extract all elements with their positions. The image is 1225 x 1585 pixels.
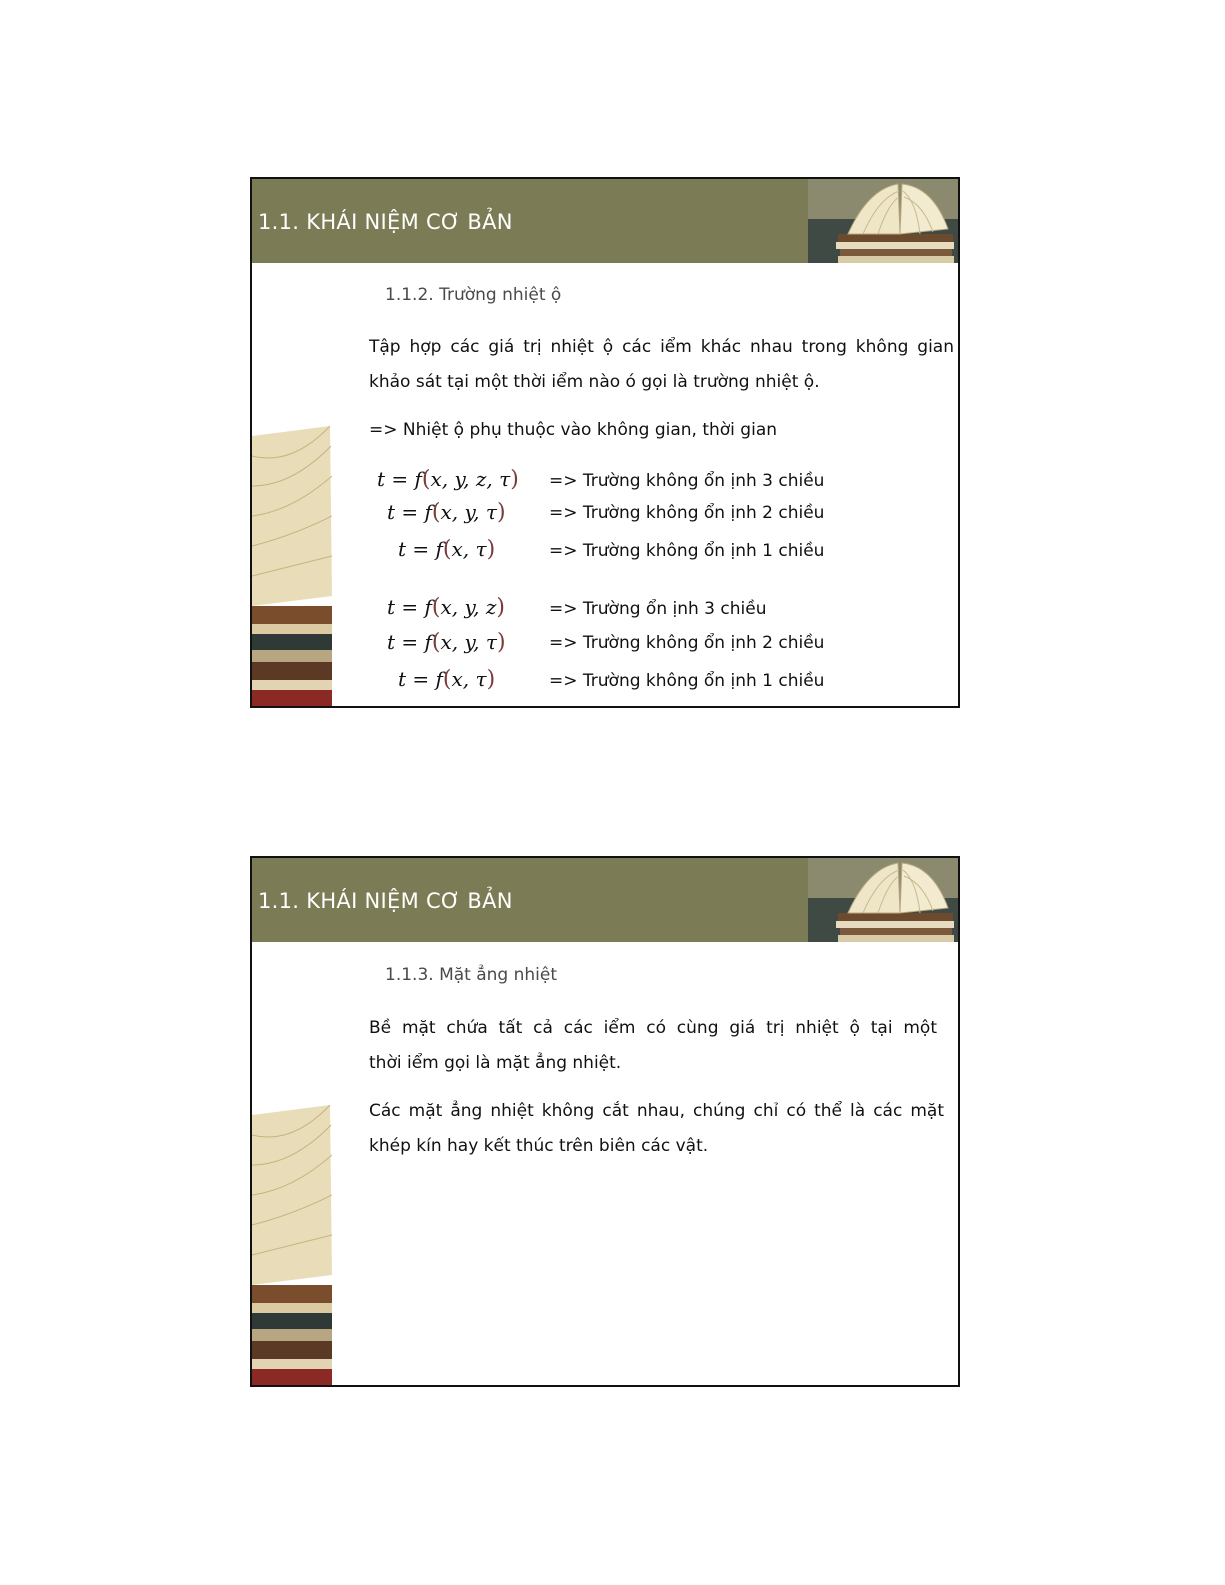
formula-row: t = f(x, y, z, τ) xyxy=(377,467,519,492)
slide-header xyxy=(252,858,958,942)
formula-row: t = f(x, τ) xyxy=(398,667,496,692)
formula-lhs: t = f xyxy=(387,595,432,619)
formula-description: => Trường không ổn ịnh 3 chiều xyxy=(549,471,825,491)
slide-title: 1.1. KHÁI NIỆM CƠ BẢN xyxy=(258,210,513,234)
paragraph-definition-cont xyxy=(369,365,954,400)
formula-row: t = f(x, y, τ) xyxy=(387,630,506,655)
paragraph-definition xyxy=(369,330,954,365)
paragraph-line: thời iểm gọi là mặt ẳng nhiệt. xyxy=(369,1053,622,1073)
paragraph-line: Tập hợp các giá trị nhiệt ộ các iểm khác nhau trong không gian xyxy=(369,337,954,357)
formula-args: x, τ xyxy=(451,537,487,561)
formula-lhs: t = f xyxy=(387,630,432,654)
formula-args: x, τ xyxy=(451,667,487,691)
formula-args: x, y, z, τ xyxy=(430,467,511,491)
formula-description: => Trường không ổn ịnh 1 chiều xyxy=(549,541,825,561)
formula-row: t = f(x, y, z) xyxy=(387,595,505,620)
paragraph-line: khép kín hay kết thúc trên biên các vật. xyxy=(369,1136,709,1156)
slide-2 xyxy=(250,856,960,1387)
formula-row: t = f(x, y, τ) xyxy=(387,500,506,525)
formula-lhs: t = f xyxy=(398,537,443,561)
formula-args: x, y, τ xyxy=(440,630,497,654)
slide-title: 1.1. KHÁI NIỆM CƠ BẢN xyxy=(258,889,513,913)
formula-lhs: t = f xyxy=(377,467,422,491)
open-book-stack-icon xyxy=(808,858,958,942)
formula-description: => Trường không ổn ịnh 2 chiều xyxy=(549,633,825,653)
formula-description: => Trường ổn ịnh 3 chiều xyxy=(549,599,767,619)
paragraph-line: Bề mặt chứa tất cả các iểm có cùng giá trị nhiệt ộ tại một xyxy=(369,1018,937,1038)
formula-args: x, y, z xyxy=(440,595,497,619)
paragraph-line: Các mặt ẳng nhiệt không cắt nhau, chúng chỉ có thể là các mặt xyxy=(369,1101,944,1121)
paragraph-line: => Nhiệt ộ phụ thuộc vào không gian, thời gian xyxy=(369,420,778,440)
paragraph-definition xyxy=(369,1011,937,1046)
formula-lhs: t = f xyxy=(398,667,443,691)
section-subtitle: 1.1.3. Mặt ẳng nhiệt xyxy=(385,965,558,985)
formula-description: => Trường không ổn ịnh 1 chiều xyxy=(549,671,825,691)
paragraph-dependency xyxy=(369,413,954,448)
formula-description: => Trường không ổn ịnh 2 chiều xyxy=(549,503,825,523)
formula-row: t = f(x, τ) xyxy=(398,537,496,562)
book-pages-icon xyxy=(252,426,332,706)
paragraph-line: khảo sát tại một thời iểm nào ó gọi là trường nhiệt ộ. xyxy=(369,372,820,392)
formula-lhs: t = f xyxy=(387,500,432,524)
open-book-stack-icon xyxy=(808,179,958,263)
slide-header xyxy=(252,179,958,263)
paragraph-property xyxy=(369,1094,944,1129)
paragraph-definition-cont xyxy=(369,1046,954,1081)
section-subtitle: 1.1.2. Trường nhiệt ộ xyxy=(385,285,562,305)
slide-1 xyxy=(250,177,960,708)
book-pages-icon xyxy=(252,1105,332,1385)
paragraph-property-cont xyxy=(369,1129,954,1164)
formula-args: x, y, τ xyxy=(440,500,497,524)
